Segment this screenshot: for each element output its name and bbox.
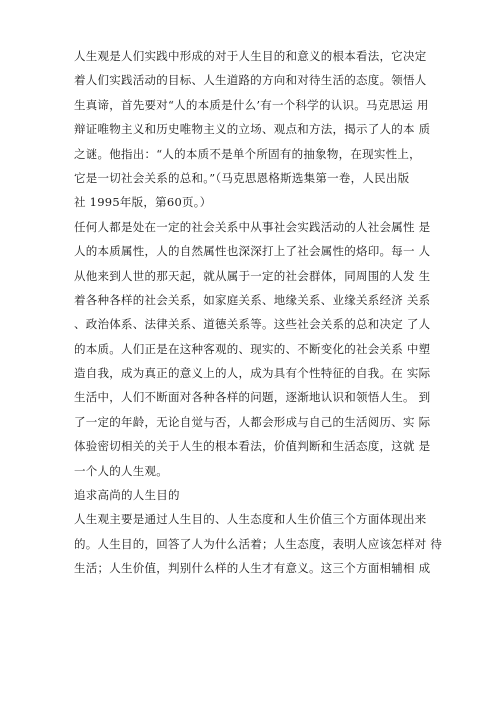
text-line-1: 人生观是人们实践中形成的对于人生目的和意义的根本看法，它决定 — [74, 49, 427, 63]
text-line-8: 任何人都是处在一定的社会关系中从事社会实践活动的人社会属性 是 — [74, 219, 431, 234]
text-line-11: 着各种各样的社会关系，如家庭关系、地缘关系、业缘关系经济 关系 — [74, 292, 431, 307]
document-text — [74, 44, 444, 581]
text-line-5: 之谜。他指出：“人的本质不是单个所固有的抽象物，在现实性上， — [74, 146, 421, 161]
text-line-14: 造自我，成为真正的意义上的人，成为具有个性特征的自我。在 实际 — [74, 366, 431, 381]
text-line-7: 社 1995年版，第60页。） — [74, 195, 212, 210]
text-line-18: 一个人的人生观。 — [74, 463, 168, 478]
text-line-15: 生活中，人们不断面对各种各样的问题，逐渐地认识和领悟人生。 到 — [74, 390, 431, 405]
text-line-3: 生真谛，首先要对“人的本质是什么’有一个科学的认识。马克思运 用 — [74, 97, 429, 112]
text-line-16: 了一定的年龄，无论自觉与否，人都会形成与自己的生活阅历、实 际 — [74, 414, 431, 429]
text-line-20: 人生观主要是通过人生目的、人生态度和人生价值三个方面体现出来 — [74, 512, 427, 527]
text-line-13: 的本质。人们正是在这种客观的、现实的、不断变化的社会关系 中塑 — [74, 341, 431, 356]
text-line-21: 的。人生目的，回答了人为什么活着；人生态度，表明人应该怎样对 待 — [74, 536, 443, 551]
text-line-10: 从他来到人世的那天起，就从属于一定的社会群体，同周围的人发 生 — [74, 268, 431, 283]
text-line-9: 人的本质属性，人的自然属性也深深打上了社会属性的烙印。每一 人 — [74, 244, 431, 259]
text-line-6: 它是一切社会关系的总和。”（马克思恩格斯选集第一卷，人民出版 — [74, 170, 410, 185]
text-line-12: 、政治体系、法律关系、道德关系等。这些社会关系的总和决定 了人 — [74, 317, 431, 332]
text-line-2: 着人们实践活动的目标、人生道路的方向和对待生活的态度。领悟人 — [74, 73, 427, 88]
section-heading: 追求高尚的人生目的 — [74, 488, 180, 503]
text-line-22: 生活；人生价值，判别什么样的人生才有意义。这三个方面相辅相 成 — [74, 561, 431, 576]
text-line-17: 体验密切相关的关于人生的根本看法，价值判断和生活态度，这就 是 — [74, 439, 431, 454]
text-line-4: 辩证唯物主义和历史唯物主义的立场、观点和方法，揭示了人的本 质 — [74, 122, 431, 137]
